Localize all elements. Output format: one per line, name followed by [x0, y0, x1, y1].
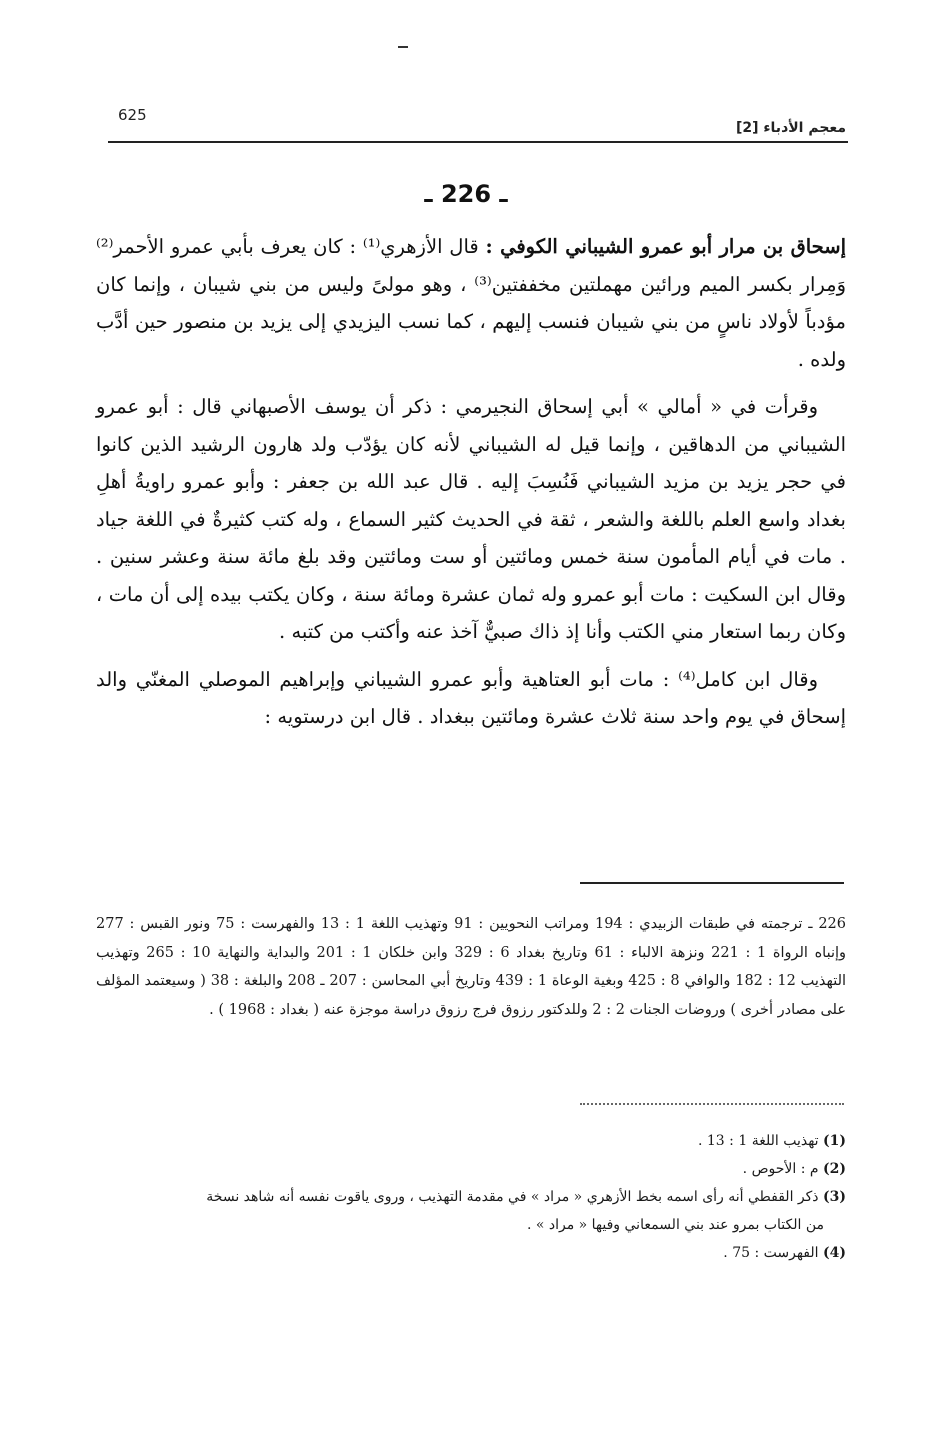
header-rule: [108, 141, 848, 143]
footnote-number: (1): [823, 1133, 846, 1149]
running-head: معجم الأدباء [2]: [735, 120, 846, 136]
scan-mark: [398, 46, 408, 48]
paragraph-1-text: قال الأزهري⁽¹⁾ : كان يعرف بأبي عمرو الأحمر⁽²⁾ وَمِرار بكسر الميم ورائين مهملتين مخففتين⁽³⁾ ، وهو مولىً وليس من بني شيبان ، وإنما كان مؤدباً لأولاد ناسٍ من بني شيبان فنسب إليهم ، كما نسب اليزيدي إلى يزيد بن منصور حين أدَّب ولده .: [96, 235, 847, 371]
footnote-4: [96, 1239, 846, 1267]
main-text: [96, 228, 846, 746]
footnote-2: [96, 1155, 846, 1183]
footnote-text: تهذيب اللغة 1 : 13 .: [697, 1133, 823, 1149]
footnotes: [96, 1127, 846, 1267]
paragraph-1: [96, 228, 846, 378]
entry-name: إسحاق بن مرار أبو عمرو الشيباني الكوفي :: [485, 235, 846, 258]
footnote-text: من الكتاب بمرو عند بني السمعاني وفيها « مراد » .: [526, 1217, 824, 1233]
footnote-dotted-separator: [580, 1103, 844, 1105]
footnote-text: الفهرست : 75 .: [723, 1245, 823, 1261]
paragraph-3: وقال ابن كامل⁽⁴⁾ : مات أبو العتاهية وأبو عمرو الشيباني وإبراهيم الموصلي المغنّي والد إسحاق في يوم واحد سنة ثلاث عشرة ومائتين ببغداد . قال ابن درستويه :: [96, 667, 846, 728]
footnote-separator: [580, 882, 844, 884]
footnote-number: (2): [823, 1161, 846, 1177]
footnote-1: [96, 1127, 846, 1155]
footnote-text: ذكر القفطي أنه رأى اسمه بخط الأزهري « مراد » في مقدمة التهذيب ، وروى ياقوت نفسه أنه شاهد نسخة: [206, 1189, 823, 1205]
page-number: 625: [118, 106, 147, 124]
entry-number: ـ 226 ـ: [424, 180, 508, 208]
footnote-number: (3): [823, 1189, 846, 1205]
footnote-3-continued: [96, 1211, 846, 1239]
paragraph-2: وقرأت في « أمالي » أبي إسحاق النجيرمي : ذكر أن يوسف الأصبهاني قال : أبو عمرو الشيباني من الدهاقين ، وإنما قيل له الشيباني لأنه كان يؤدّب ولد هارون الرشيد الذين كانوا في حجر يزيد بن مزيد الشيباني فَنُسِبَ إليه . قال عبد الله بن جعفر : وأبو عمرو راويةُ أهلِ بغداد واسع العلم باللغة والشعر ، ثقة في الحديث كثير السماع ، وله كتب كثيرةٌ في اللغة جياد . مات في أيام المأمون سنة خمس ومائتين أو ست ومائتين وقد بلغ مائة سنة وعشر سنين . وقال ابن السكيت : مات أبو عمرو وله ثمان عشرة ومائة سنة ، وكان يكتب بيده إلى أن مات ، وكان ربما استعار مني الكتب وأنا إذ ذاك صبيٌّ آخذ عنه وأكتب من كتبه .: [96, 395, 846, 643]
biography-sources-note: 226 ـ ترجمته في طبقات الزبيدي : 194 ومراتب النحويين : 91 وتهذيب اللغة 1 : 13 والفهرست : 75 ونور القبس : 277 وإنباه الرواة 1 : 221 ونزهة الالباء : 61 وتاريخ بغداد 6 : 329 وابن خلكان 1 : 201 والبداية والنهاية 10 : 265 وتهذيب التهذيب 12 : 182 والوافي 8 : 425 وبغية الوعاة 1 : 439 وتاريخ أبي المحاسن : 207 ـ 208 والبلغة : 38 ( وسيعتمد المؤلف على مصادر أخرى ) وروضات الجنات 2 : 2 وللدكتور رزوق فرج رزوق دراسة موجزة عنه ( بغداد : 1968 ) .: [96, 916, 847, 1018]
footnote-3: [96, 1183, 846, 1211]
footnote-number: (4): [823, 1245, 846, 1261]
footnote-text: م : الأحوص .: [742, 1161, 823, 1177]
